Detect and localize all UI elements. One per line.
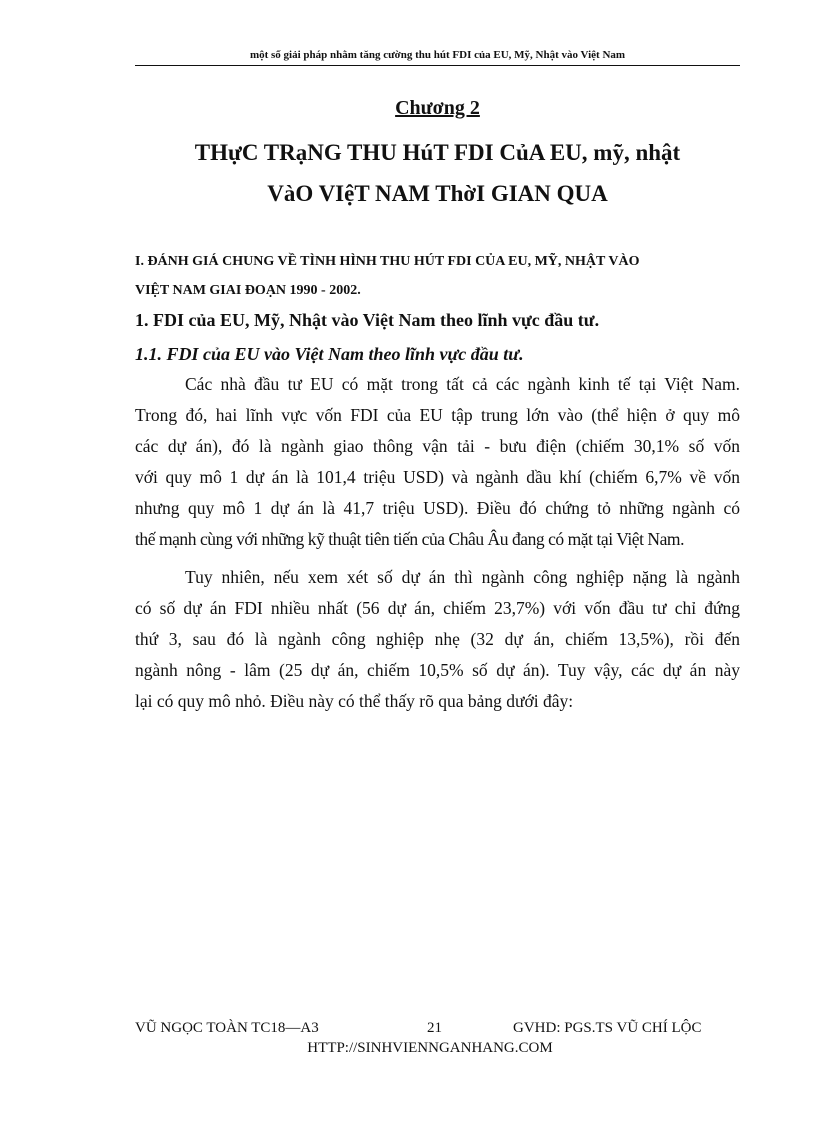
header-rule: [135, 65, 740, 66]
subsubsection-heading: 1.1. FDI của EU vào Việt Nam theo lĩnh vực đầu tư.: [135, 344, 524, 364]
paragraph-1-line-6: thế mạnh cùng với những kỹ thuật tiên tiến của Châu Âu đang có mặt tại Việt Nam.: [135, 529, 685, 549]
section-heading-line-2: VIỆT NAM GIAI ĐOẠN 1990 - 2002.: [135, 283, 361, 298]
footer-page-number: 21: [427, 1020, 442, 1036]
paragraph-1-line-5: nhưng quy mô 1 dự án là 41,7 triệu USD). Điều đó chứng tỏ những ngành có: [135, 498, 740, 518]
running-header: một số giải pháp nhằm tăng cường thu hút FDI của EU, Mỹ, Nhật vào Việt Nam: [249, 49, 626, 61]
footer-advisor: GVHD: PGS.TS VŨ CHÍ LỘC: [513, 1020, 702, 1036]
paragraph-2-line-5: lại có quy mô nhỏ. Điều này có thể thấy rõ qua bảng dưới đây:: [135, 691, 574, 711]
chapter-label: Chương 2: [395, 97, 480, 119]
paragraph-1-line-1: Các nhà đầu tư EU có mặt trong tất cả các ngành kinh tế tại Việt Nam.: [185, 374, 740, 394]
paragraph-1-line-4: với quy mô 1 dự án là 101,4 triệu USD) và ngành dầu khí (chiếm 6,7% về vốn: [135, 467, 740, 487]
subsection-heading: 1. FDI của EU, Mỹ, Nhật vào Việt Nam theo lĩnh vực đầu tư.: [135, 310, 600, 330]
section-heading-line-1: I. ĐÁNH GIÁ CHUNG VỀ TÌNH HÌNH THU HÚT FDI CỦA EU, MỸ, NHẬT VÀO: [135, 254, 640, 269]
chapter-title-line-2: VàO VIệT NAM ThờI GIAN QUA: [267, 181, 608, 206]
paragraph-1-line-2: Trong đó, hai lĩnh vực vốn FDI của EU tập trung lớn vào (thể hiện ở quy mô: [135, 405, 740, 425]
footer-url: HTTP://SINHVIENNGANHANG.COM: [307, 1040, 553, 1056]
footer-author: VŨ NGỌC TOÀN TC18—A3: [135, 1020, 319, 1036]
paragraph-2-line-4: ngành nông - lâm (25 dự án, chiếm 10,5% số dự án). Tuy vậy, các dự án này: [135, 660, 740, 680]
paragraph-2-line-2: có số dự án FDI nhiều nhất (56 dự án, chiếm 23,7%) với vốn đầu tư chỉ đứng: [135, 598, 740, 618]
chapter-title-line-1: THựC TRạNG THU HúT FDI CủA EU, mỹ, nhật: [194, 140, 681, 165]
paragraph-2-line-1: Tuy nhiên, nếu xem xét số dự án thì ngành công nghiệp nặng là ngành: [185, 567, 740, 587]
paragraph-1-line-3: các dự án), đó là ngành giao thông vận tải - bưu điện (chiếm 30,1% số vốn: [135, 436, 740, 456]
paragraph-2-line-3: thứ 3, sau đó là ngành công nghiệp nhẹ (32 dự án, chiếm 13,5%), rồi đến: [135, 629, 740, 649]
